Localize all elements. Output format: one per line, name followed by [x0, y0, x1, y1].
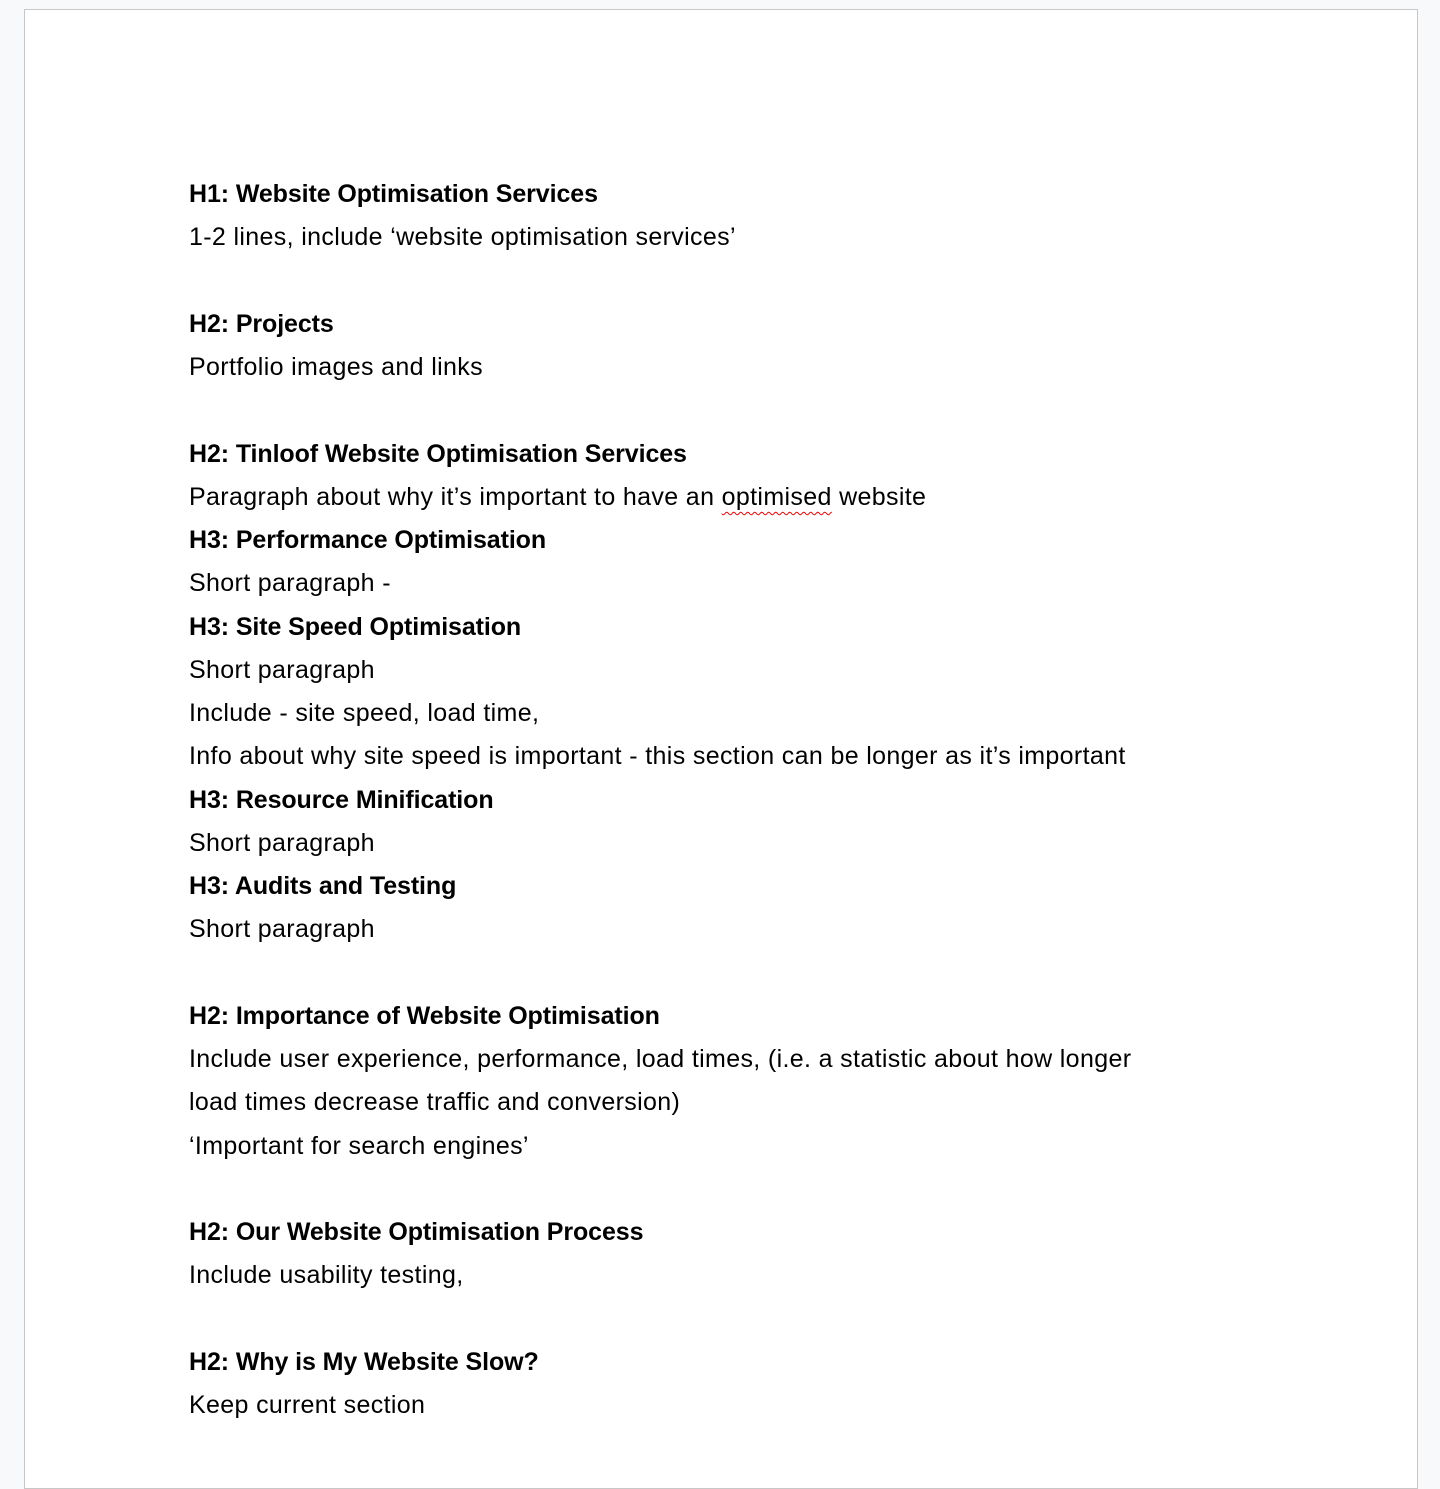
paragraph: ‘Important for search engines’	[189, 1131, 529, 1160]
misspelled-word[interactable]: optimised	[721, 482, 832, 511]
text-segment: website	[831, 482, 927, 511]
paragraph: Short paragraph	[189, 915, 375, 944]
heading-process: H2: Our Website Optimisation Process	[189, 1218, 644, 1246]
heading-site-speed: H3: Site Speed Optimisation	[189, 612, 522, 641]
paragraph: Portfolio images and links	[189, 353, 483, 381]
paragraph: Include usability testing,	[189, 1261, 464, 1290]
paragraph: Include user experience, performance, load times, (i.e. a statistic about how longer	[189, 1045, 1132, 1073]
heading-importance: H2: Importance of Website Optimisation	[189, 1001, 660, 1030]
paragraph: Keep current section	[189, 1391, 426, 1419]
heading-projects: H2: Projects	[189, 309, 334, 338]
document-page[interactable]	[24, 9, 1418, 1489]
document-body[interactable]	[189, 173, 1269, 1427]
blank-line	[189, 260, 1269, 303]
heading-performance: H3: Performance Optimisation	[189, 526, 547, 554]
paragraph: load times decrease traffic and conversion)	[189, 1088, 681, 1117]
heading-audits: H3: Audits and Testing	[189, 872, 457, 900]
paragraph-services	[189, 476, 1269, 519]
paragraph: Info about why site speed is important - this section can be longer as it’s important	[189, 742, 1126, 771]
blank-line	[189, 1298, 1269, 1341]
paragraph: Include - site speed, load time,	[189, 699, 540, 727]
heading-slow: H2: Why is My Website Slow?	[189, 1347, 539, 1376]
blank-line	[189, 1168, 1269, 1211]
paragraph: Short paragraph	[189, 828, 375, 857]
blank-line	[189, 389, 1269, 432]
text-segment: Paragraph about why it’s important to have an	[189, 482, 722, 511]
heading-services: H2: Tinloof Website Optimisation Services	[189, 439, 687, 468]
paragraph: 1-2 lines, include ‘website optimisation services’	[189, 223, 736, 252]
paragraph: Short paragraph	[189, 655, 375, 684]
heading-h1: H1: Website Optimisation Services	[189, 180, 598, 208]
heading-minification: H3: Resource Minification	[189, 785, 494, 814]
paragraph: Short paragraph -	[189, 569, 391, 598]
blank-line	[189, 952, 1269, 995]
